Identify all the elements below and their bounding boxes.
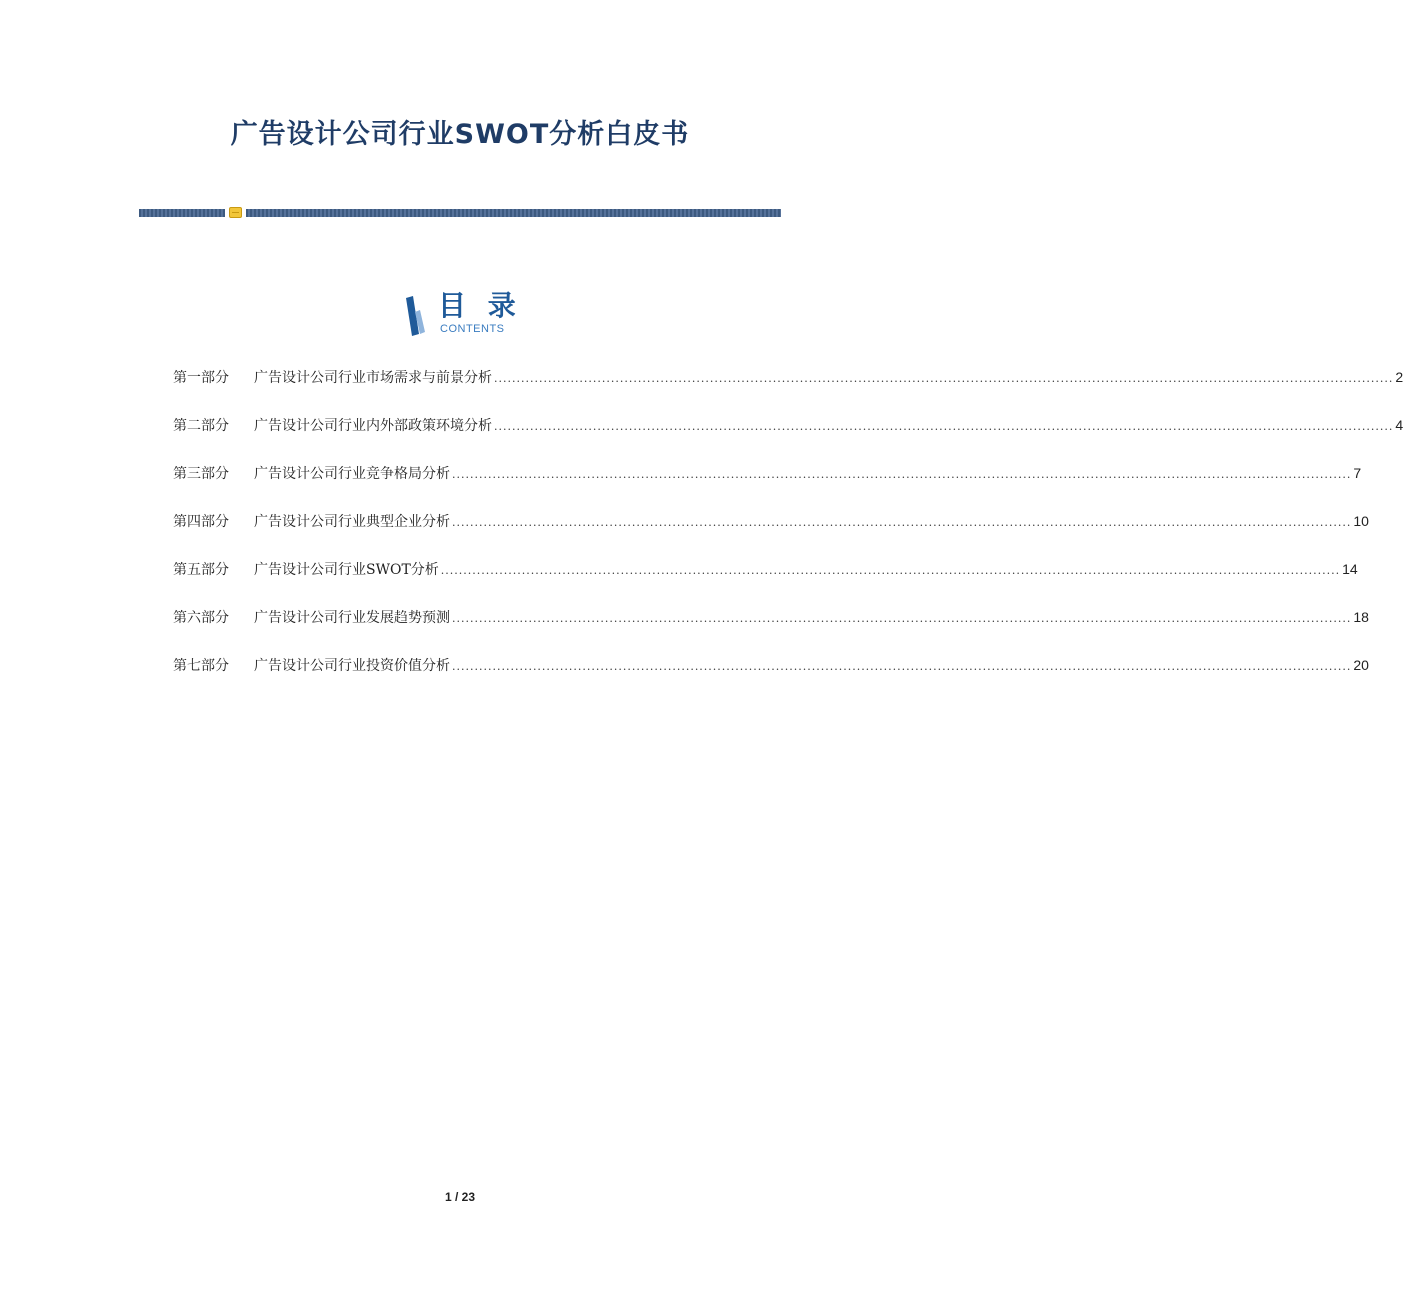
toc-entry-page: 2 <box>1395 369 1403 385</box>
toc-entry-label: 广告设计公司行业SWOT分析 <box>254 562 439 578</box>
toc-entry-page: 20 <box>1353 657 1369 673</box>
toc-subheading: CONTENTS <box>440 323 505 335</box>
toc-entry-page: 7 <box>1353 465 1362 481</box>
toc-heading: 目 录 <box>438 289 522 322</box>
toc-bookmark-icon <box>404 294 430 338</box>
toc-entry-part: 第二部分 <box>173 418 229 434</box>
toc-entry[interactable] <box>173 653 1369 701</box>
toc-entry-leader: ........................................................................................................................................................................................................ <box>452 660 1352 673</box>
toc-entry-leader: ........................................................................................................................................................................................................ <box>452 516 1352 529</box>
toc-entry-label: 广告设计公司行业市场需求与前景分析 <box>254 370 492 386</box>
toc-entry-part: 第五部分 <box>173 562 229 578</box>
toc-entry-leader: ........................................................................................................................................................................................................ <box>452 612 1352 625</box>
toc-entry-part: 第一部分 <box>173 370 229 386</box>
toc-entry[interactable] <box>173 557 1358 605</box>
toc-entry-leader: ........................................................................................................................................................................................................ <box>494 372 1394 385</box>
toc-entry-label: 广告设计公司行业发展趋势预测 <box>254 610 450 626</box>
toc-entry-label: 广告设计公司行业典型企业分析 <box>254 514 450 530</box>
toc-entry-label: 广告设计公司行业竞争格局分析 <box>254 466 450 482</box>
toc-entry-part: 第六部分 <box>173 610 229 626</box>
toc-entry-leader: ........................................................................................................................................................................................................ <box>494 420 1394 433</box>
divider-ornament-icon <box>229 207 242 218</box>
toc-entry-page: 14 <box>1342 561 1358 577</box>
toc-entry[interactable] <box>173 509 1369 557</box>
title-divider-left <box>139 209 225 217</box>
toc-entry[interactable] <box>173 413 1403 461</box>
document-title: 广告设计公司行业SWOT分析白皮书 <box>230 119 690 150</box>
toc-entry-page: 4 <box>1395 417 1403 433</box>
toc-heading-block <box>404 289 524 338</box>
table-of-contents <box>173 365 1403 701</box>
toc-entry-label: 广告设计公司行业投资价值分析 <box>254 658 450 674</box>
toc-entry[interactable] <box>173 365 1403 413</box>
toc-entry-part: 第四部分 <box>173 514 229 530</box>
toc-entry-part: 第三部分 <box>173 466 229 482</box>
page-indicator: 1 / 23 <box>444 1190 476 1204</box>
toc-entry-part: 第七部分 <box>173 658 229 674</box>
toc-entry-page: 18 <box>1353 609 1369 625</box>
toc-entry-leader: ........................................................................................................................................................................................................ <box>452 468 1352 481</box>
toc-entry-leader: ........................................................................................................................................................................................................ <box>440 564 1341 577</box>
toc-entry[interactable] <box>173 461 1362 509</box>
title-divider-right <box>246 209 781 217</box>
toc-entry-label: 广告设计公司行业内外部政策环境分析 <box>254 418 492 434</box>
toc-entry-page: 10 <box>1353 513 1369 529</box>
toc-entry[interactable] <box>173 605 1369 653</box>
